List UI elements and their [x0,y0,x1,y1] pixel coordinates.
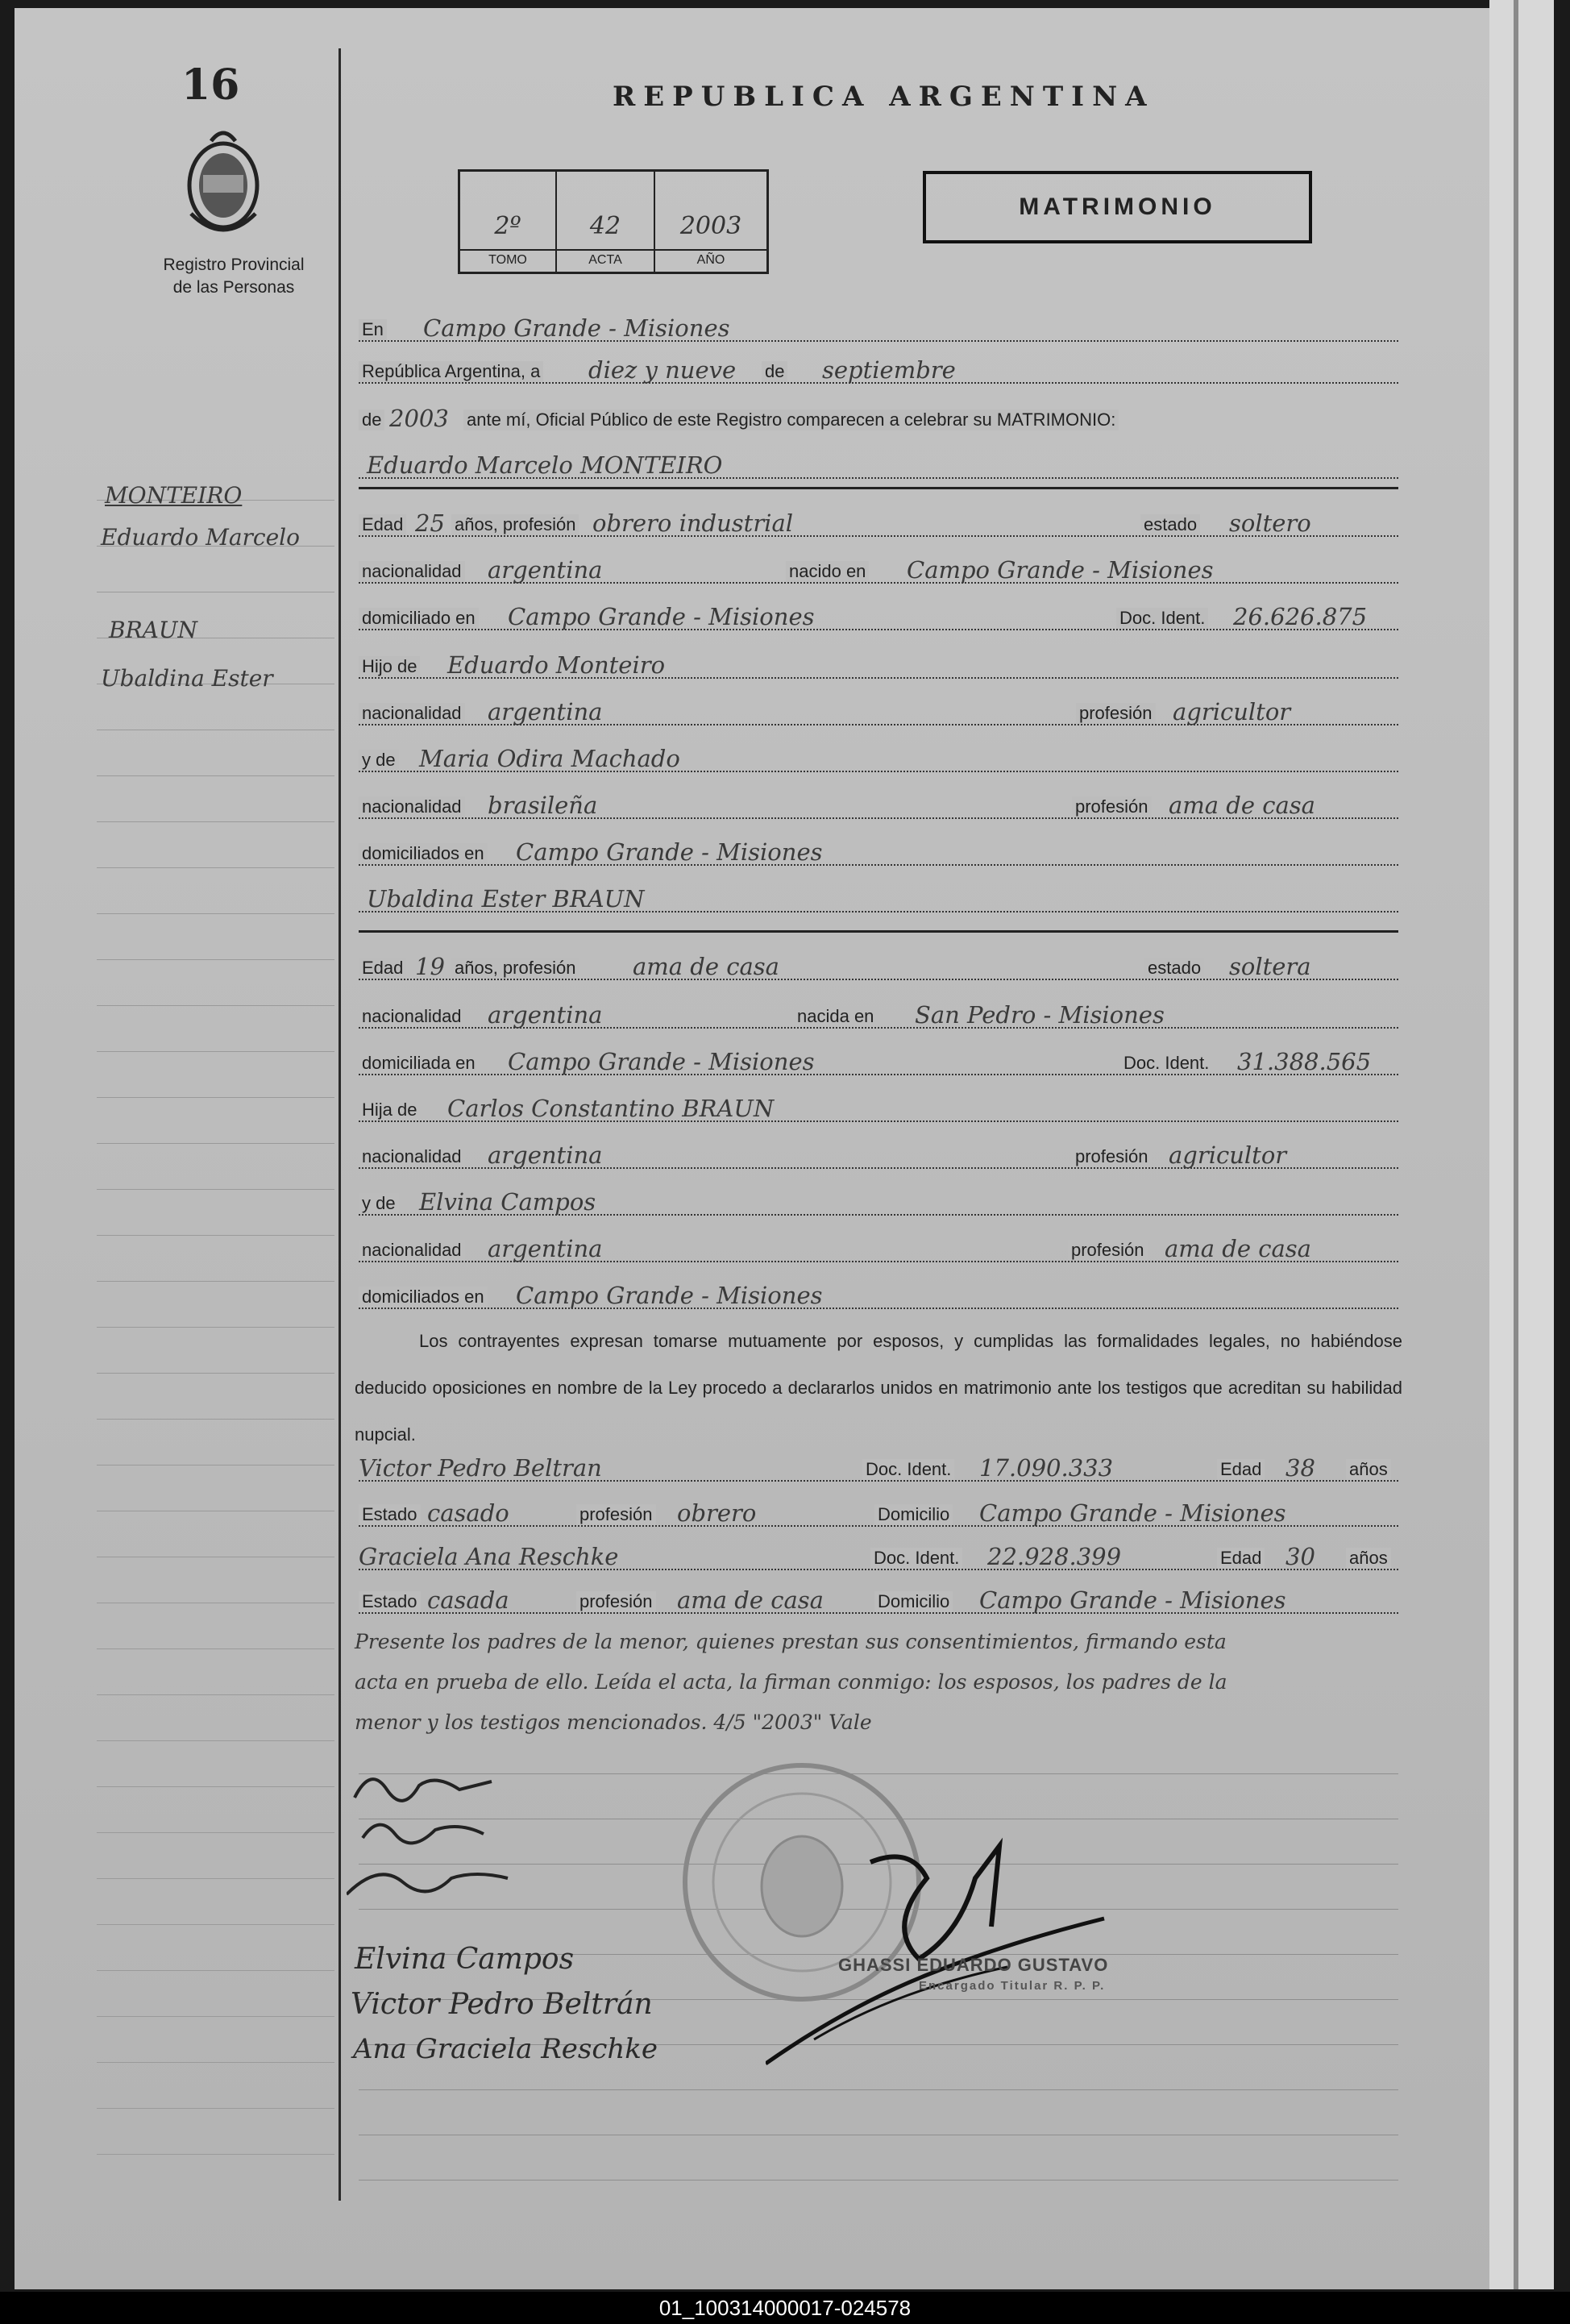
groom-nationality-row [359,555,1398,587]
bride-parents-address-row [359,1280,1398,1312]
estado-label: Estado [359,1504,421,1525]
margin-ruled-line [97,1097,334,1098]
doc-label: Doc. Ident. [1120,1053,1212,1074]
anos-profesion-label: años, profesión [451,514,579,535]
officer-signature-icon [766,1830,1112,2072]
margin-groom-names: Eduardo Marcelo [101,524,300,551]
nacido-label: nacido en [786,561,869,582]
groom-father-nationality: argentina [488,698,603,725]
tomo-acta-ano-box [458,169,769,274]
witness1-age: 38 [1285,1454,1315,1482]
groom-status: soltero [1229,509,1311,537]
ano-label: AÑO [655,249,766,268]
f-nat-label: nacionalidad [359,1146,465,1167]
witness2-address: Campo Grande - Misiones [979,1586,1286,1614]
witness2-status-row [359,1585,1398,1617]
groom-birthplace: Campo Grande - Misiones [907,556,1214,584]
prof-label: profesión [576,1504,656,1525]
witness1-profession: obrero [677,1499,757,1527]
margin-ruled-line [97,1786,334,1787]
groom-mother-profession: ama de casa [1169,792,1315,819]
ano-cell [655,172,766,272]
margin-ruled-line [97,1327,334,1328]
book-binding-edge [1489,0,1554,2289]
marriage-place: Campo Grande - Misiones [423,314,730,342]
bride-mother-nat-row [359,1233,1398,1266]
groom-mother-nationality: brasileña [488,792,598,819]
en-label: En [359,319,387,340]
f-nat-label: nacionalidad [359,703,465,724]
doc-label: Doc. Ident. [1116,608,1208,629]
bride-address: Campo Grande - Misiones [508,1048,815,1075]
officer-name: GHASSI EDUARDO GUSTAVO [838,1955,1109,1975]
body-ruled-line [359,2180,1398,2181]
bride-status: soltera [1229,953,1311,980]
domp-label: domiciliados en [359,1287,488,1308]
observation-line: acta en prueba de ello. Leída el acta, la firman conmigo: los esposos, los padres de la [355,1670,1227,1694]
margin-ruled-line [97,1648,334,1649]
bride-doc: 31.388.565 [1237,1048,1372,1075]
margin-ruled-line [97,1281,334,1282]
nacionalidad-label: nacionalidad [359,561,465,582]
witness1-row [359,1453,1398,1485]
intro-place-row [359,313,1398,345]
de-label: de [762,361,787,382]
ante-text: ante mí, Oficial Público de este Registro comparecen a celebrar su MATRIMONIO: [463,410,1119,430]
margin-ruled-line [97,1924,334,1925]
witness2-profession: ama de casa [677,1586,824,1614]
margin-ruled-line [97,959,334,960]
margin-ruled-line [97,913,334,914]
estado-label: Estado [359,1591,421,1612]
hijo-label: Hijo de [359,656,420,677]
groom-father-profession: agricultor [1173,698,1291,725]
domp-label: domiciliados en [359,843,488,864]
intro-year-row [359,403,1398,435]
tomo-cell [460,172,557,272]
hija-label: Hija de [359,1100,420,1120]
witness1-name: Victor Pedro Beltran [359,1454,602,1482]
margin-rule [339,48,341,2201]
edad-label: Edad [1217,1459,1265,1480]
margin-bride-surname: BRAUN [109,617,197,643]
groom-name-row [359,450,1398,482]
doc-label: Doc. Ident. [870,1548,962,1569]
marriage-month: septiembre [822,356,956,384]
bride-father-row [359,1093,1398,1125]
witness1-status-row [359,1498,1398,1530]
record-type-box: MATRIMONIO [923,171,1312,243]
de2-label: de [359,410,384,430]
anos-label: años [1346,1459,1391,1480]
groom-mother: Maria Odira Machado [419,745,680,772]
margin-ruled-line [97,1832,334,1833]
marriage-day: diez y nueve [588,356,737,384]
margin-ruled-line [97,1189,334,1190]
intro-date-row [359,355,1398,387]
acta-label: ACTA [557,249,654,268]
prof-label: profesión [576,1591,656,1612]
m-nat-label: nacionalidad [359,1240,465,1261]
handwritten-signatures-icon [347,1757,556,1919]
registry-name [129,254,339,299]
signature-witness1: Victor Pedro Beltrán [351,1988,653,2021]
declaration-text: Los contrayentes expresan tomarse mutuamente por esposos, y cumplidas las formalidades legales, no habiéndose deducido oposiciones en nombre de la Ley procedo a declararlos unidos en matrimonio ante los testigos que acreditan su habilidad nupcial. [355,1331,1402,1445]
witness2-row [359,1541,1398,1574]
officer-title: Encargado Titular R. P. P. [919,1979,1106,1993]
domicilio-label: domiciliado en [359,608,479,629]
m-prof-label: profesión [1068,1240,1148,1261]
bride-father-nat-row [359,1140,1398,1172]
marriage-year: 2003 [389,405,449,432]
bride-profession: ama de casa [633,953,779,980]
bride-name-underline [359,927,1398,933]
witness2-status: casada [427,1586,509,1614]
margin-ruled-line [97,2108,334,2109]
f-prof-label: profesión [1072,1146,1152,1167]
m-prof-label: profesión [1072,796,1152,817]
bride-name-row [359,883,1398,916]
witness2-age: 30 [1285,1543,1315,1570]
groom-name-underline [359,484,1398,489]
groom-father-nat-row [359,696,1398,729]
anos-profesion-label: años, profesión [451,958,579,979]
groom-age-row [359,508,1398,540]
bride-full-name: Ubaldina Ester BRAUN [367,885,645,913]
bride-age: 19 [415,953,445,980]
bride-mother-profession: ama de casa [1165,1235,1311,1262]
groom-mother-nat-row [359,790,1398,822]
bride-nationality: argentina [488,1001,603,1029]
bride-father: Carlos Constantino BRAUN [447,1095,775,1122]
edad-label: Edad [359,958,406,979]
margin-ruled-line [97,867,334,868]
margin-ruled-line [97,1878,334,1879]
coat-of-arms-icon [179,125,268,238]
margin-groom-surname: MONTEIRO [105,482,243,509]
margin-ruled-line [97,1143,334,1144]
page-number: 16 [181,60,240,110]
bride-mother: Elvina Campos [419,1188,596,1216]
groom-parents-address-row [359,837,1398,869]
acta-cell [557,172,655,272]
observation-line: Presente los padres de la menor, quienes prestan sus consentimientos, firmando esta [355,1630,1227,1653]
margin-ruled-line [97,1051,334,1052]
witness2-doc: 22.928.399 [987,1543,1122,1570]
margin-ruled-line [97,2062,334,2063]
acta-value: 42 [589,212,621,240]
bride-parents-address: Campo Grande - Misiones [516,1282,823,1309]
bride-mother-row [359,1187,1398,1219]
margin-ruled-line [97,1373,334,1374]
groom-father-row [359,650,1398,682]
body-ruled-line [359,2089,1398,2090]
groom-profession: obrero industrial [592,509,794,537]
dom-label: Domicilio [874,1504,953,1525]
groom-nationality: argentina [488,556,603,584]
groom-parents-address: Campo Grande - Misiones [516,838,823,866]
witness1-address: Campo Grande - Misiones [979,1499,1286,1527]
margin-ruled-line [97,775,334,776]
bride-father-profession: agricultor [1169,1141,1287,1169]
estado-label: estado [1144,958,1204,979]
margin-ruled-line [97,1419,334,1420]
f-prof-label: profesión [1076,703,1156,724]
margin-ruled-line [97,1694,334,1695]
bride-nationality-row [359,1000,1398,1032]
witness1-doc: 17.090.333 [979,1454,1114,1482]
margin-ruled-line [97,821,334,822]
republica-label: República Argentina, a [359,361,543,382]
observation-line: menor y los testigos mencionados. 4/5 "2003" Vale [355,1711,872,1734]
bride-mother-nationality: argentina [488,1235,603,1262]
ano-value: 2003 [679,212,742,240]
signature-mother: Elvina Campos [355,1943,575,1976]
yde-label: y de [359,750,399,771]
anos-label: años [1346,1548,1391,1569]
margin-ruled-line [97,1740,334,1741]
margin-ruled-line [97,2154,334,2155]
signature-witness2: Ana Graciela Reschke [353,2033,658,2065]
groom-doc: 26.626.875 [1233,603,1368,630]
witness2-name: Graciela Ana Reschke [359,1543,619,1570]
estado-label: estado [1140,514,1200,535]
groom-address: Campo Grande - Misiones [508,603,815,630]
margin-ruled-line [97,2016,334,2017]
doc-label: Doc. Ident. [862,1459,954,1480]
tomo-label: TOMO [460,249,555,268]
bride-address-row [359,1046,1398,1079]
registry-line-1: Registro Provincial [163,256,305,274]
document-id-footer: 01_100314000017-024578 [0,2292,1570,2324]
m-nat-label: nacionalidad [359,796,465,817]
groom-full-name: Eduardo Marcelo MONTEIRO [367,451,723,479]
bride-father-nationality: argentina [488,1141,603,1169]
bride-age-row [359,951,1398,983]
observations [355,1622,1402,1743]
groom-age: 25 [415,509,445,537]
edad-label: Edad [359,514,406,535]
margin-bride-names: Ubaldina Ester [101,665,273,692]
yde-label: y de [359,1193,399,1214]
domicilio-label: domiciliada en [359,1053,479,1074]
margin-ruled-line [97,1005,334,1006]
edad-label: Edad [1217,1548,1265,1569]
registry-line-2: de las Personas [172,278,295,297]
groom-father: Eduardo Monteiro [447,651,666,679]
nacida-label: nacida en [794,1006,877,1027]
page-title: REPUBLICA ARGENTINA [613,81,1155,113]
margin-ruled-line [97,1235,334,1236]
margin-ruled-line [97,1970,334,1971]
dom-label: Domicilio [874,1591,953,1612]
bride-birthplace: San Pedro - Misiones [915,1001,1165,1029]
groom-mother-row [359,743,1398,775]
witness1-status: casado [427,1499,509,1527]
nacionalidad-label: nacionalidad [359,1006,465,1027]
tomo-value: 2º [494,212,521,240]
groom-address-row [359,601,1398,634]
